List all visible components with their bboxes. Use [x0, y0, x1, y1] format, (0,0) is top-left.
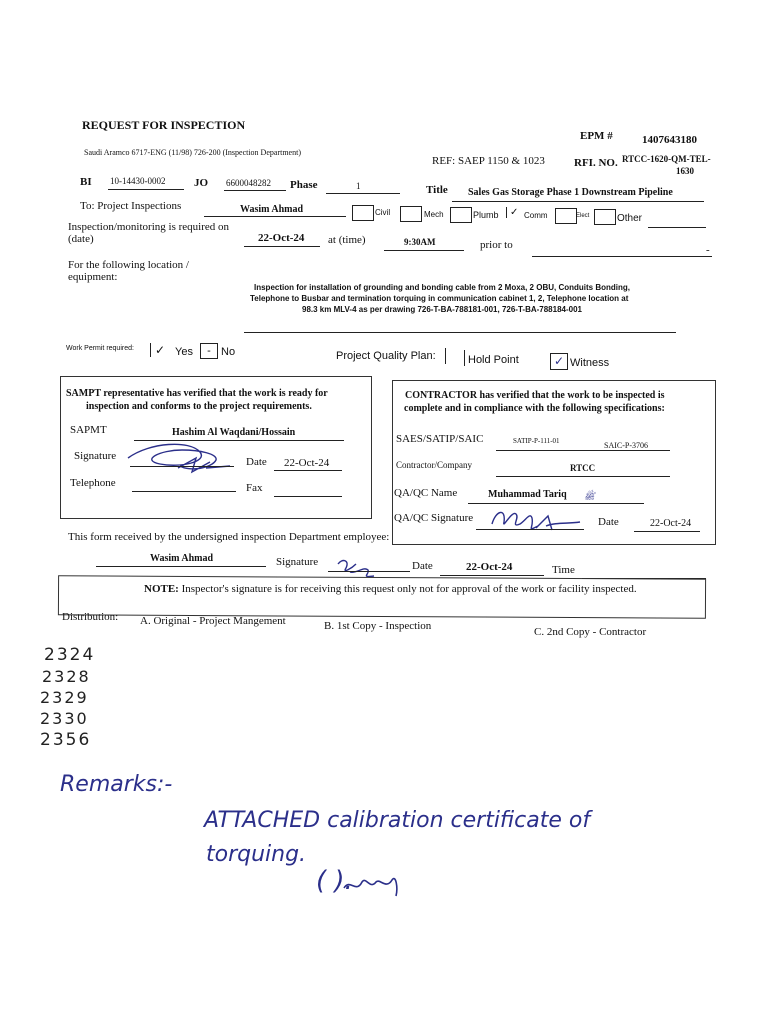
contractor-heading-2: complete and in compliance with the following specifications: — [404, 403, 665, 414]
received-text: This form received by the undersigned inspection Department employee: — [68, 531, 390, 543]
sampt-rep-label: SAPMT — [70, 424, 107, 436]
saes-value-2: SAIC-P-3706 — [604, 441, 649, 450]
qa-name-label: QA/QC Name — [394, 487, 458, 499]
handwritten-number: 2328 — [42, 667, 91, 686]
permit-no-checkbox[interactable]: - — [200, 343, 218, 359]
rfi-value-2: 1630 — [676, 166, 694, 176]
mech-checkbox[interactable] — [400, 206, 422, 222]
distribution-a: A. Original - Project Mangement — [140, 615, 286, 627]
permit-yes-mark[interactable]: ✓ — [150, 343, 165, 357]
company-label: Contractor/Company — [396, 460, 472, 470]
contractor-heading-1: CONTRACTOR has verified that the work to be inspected is — [405, 390, 665, 401]
required-date: 22-Oct-24 — [258, 232, 305, 244]
saes-label: SAES/SATIP/SAIC — [396, 433, 484, 445]
handwritten-number: 2324 — [44, 645, 96, 665]
mech-label: Mech — [424, 210, 444, 219]
permit-yes-label: Yes — [175, 346, 193, 358]
note-box — [58, 575, 706, 618]
hold-point-label: Hold Point — [468, 354, 519, 366]
handwritten-remark-line-2: torquing. — [206, 842, 307, 867]
jo-value: 6600048282 — [226, 178, 271, 188]
sampt-heading-1: SAMPT representative has verified that the work is ready for — [66, 388, 328, 399]
time-value: 9:30AM — [404, 237, 436, 247]
phase-label: Phase — [290, 179, 318, 191]
qa-signature — [486, 504, 586, 536]
time-label: at (time) — [328, 234, 366, 246]
location-label-1: For the following location / — [68, 259, 189, 271]
received-time-label: Time — [552, 564, 575, 576]
received-date-value: 22-Oct-24 — [466, 561, 513, 573]
plumb-label: Plumb — [473, 210, 499, 220]
jo-label: JO — [194, 177, 209, 189]
ref-text: REF: SAEP 1150 & 1023 — [432, 155, 545, 167]
contractor-date-label: Date — [598, 516, 619, 528]
description-line-3: 98.3 km MLV-4 as per drawing 726-T-BA-788181-001, 726-T-BA-788184-001 — [302, 305, 582, 314]
sampt-signature-label: Signature — [74, 450, 117, 462]
handwritten-initials — [336, 868, 406, 902]
distribution-label: Distribution: — [62, 611, 119, 623]
saes-value-1: SATIP-P-111-01 — [513, 437, 560, 445]
witness-checkbox[interactable]: ✓ — [550, 353, 568, 370]
witness-label: Witness — [570, 357, 610, 369]
contractor-date-value: 22-Oct-24 — [650, 518, 692, 529]
received-date-label: Date — [412, 560, 433, 572]
distribution-c: C. 2nd Copy - Contractor — [534, 626, 647, 638]
handwritten-number: 2356 — [40, 730, 92, 750]
description-line-1: Inspection for installation of grounding and bonding cable from 2 Moxa, 2 OBU, Conduits Bonding, — [254, 283, 630, 292]
civil-checkbox[interactable] — [352, 205, 374, 221]
title-value: Sales Gas Storage Phase 1 Downstream Pipeline — [468, 187, 673, 198]
location-label-2: equipment: — [68, 271, 118, 283]
sampt-signature — [120, 438, 240, 478]
handwritten-remark-line-1: ATTACHED calibration certificate of — [204, 808, 591, 833]
phase-value: 1 — [356, 181, 361, 191]
required-label-2: (date) — [68, 233, 94, 245]
permit-label: Work Permit required: — [66, 345, 134, 352]
epm-label: EPM # — [580, 130, 613, 142]
plumb-checkbox[interactable] — [450, 207, 472, 223]
prior-value: - — [706, 244, 710, 256]
handwritten-number: 2330 — [40, 709, 89, 728]
note-text: NOTE: Inspector's signature is for receiving this request only not for approval of the work or facility inspected. — [144, 583, 637, 595]
title-label: Title — [426, 184, 448, 196]
department-line: Saudi Aramco 6717-ENG (11/98) 726-200 (Inspection Department) — [84, 148, 301, 157]
to-label: To: Project Inspections — [80, 200, 182, 212]
elect-label: Elect — [576, 213, 590, 219]
form-title: REQUEST FOR INSPECTION — [82, 118, 246, 132]
rfi-label: RFI. NO. — [574, 157, 618, 169]
sampt-heading-2: inspection and conforms to the project requirements. — [86, 401, 312, 412]
bi-label: BI — [80, 176, 92, 188]
handwritten-remarks-label: Remarks:- — [60, 772, 173, 797]
qa-signature-label: QA/QC Signature — [394, 512, 474, 524]
epm-value: 1407643180 — [642, 134, 697, 146]
sampt-date-value: 22-Oct-24 — [284, 457, 330, 469]
quality-plan-label: Project Quality Plan: — [336, 350, 436, 362]
handwritten-number: 2329 — [40, 688, 89, 707]
permit-no-label: No — [221, 346, 236, 358]
other-label: Other — [617, 213, 643, 224]
prior-label: prior to — [480, 239, 513, 251]
description-line-2: Telephone to Busbar and termination torquing in communication cabinet 1, 2, Telephone location at — [250, 294, 629, 303]
required-label-1: Inspection/monitoring is required on — [68, 221, 229, 233]
sampt-telephone-label: Telephone — [70, 477, 116, 489]
to-value: Wasim Ahmad — [240, 204, 304, 215]
received-signature-label: Signature — [276, 556, 319, 568]
sampt-date-label: Date — [246, 456, 267, 468]
distribution-b: B. 1st Copy - Inspection — [324, 620, 432, 632]
sampt-fax-label: Fax — [246, 482, 263, 494]
comm-label: Comm — [524, 211, 548, 220]
elect-checkbox[interactable] — [555, 208, 577, 224]
company-value: RTCC — [570, 463, 596, 473]
other-checkbox[interactable] — [594, 209, 616, 225]
qa-name-value: Muhammad Tariq — [488, 489, 567, 500]
sampt-rep-value: Hashim Al Waqdani/Hossain — [172, 427, 296, 438]
civil-label: Civil — [375, 208, 391, 217]
comm-check-mark[interactable]: ✓ — [506, 207, 518, 218]
received-name: Wasim Ahmad — [150, 553, 214, 564]
rfi-value-1: RTCC-1620-QM-TEL- — [622, 154, 711, 164]
handwritten-remark-line-3: ( ). — [316, 866, 353, 896]
bi-value: 10-14430-0002 — [110, 176, 166, 186]
